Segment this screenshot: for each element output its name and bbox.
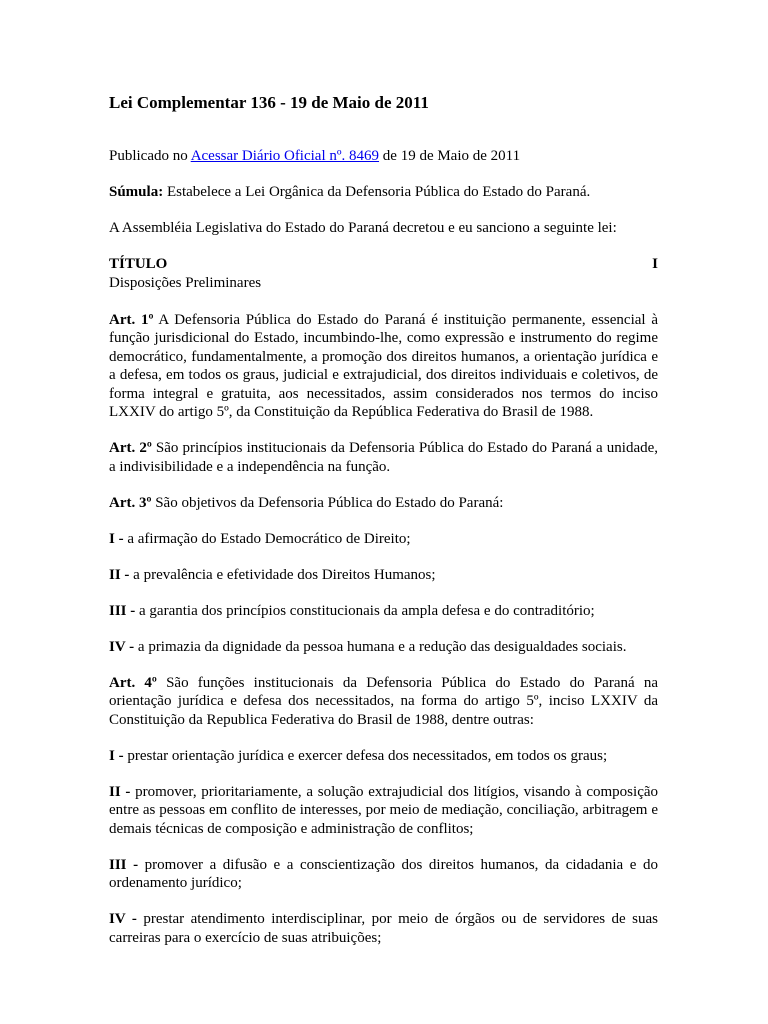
article-text: São funções institucionais da Defensoria Pública do Estado do Paraná na orientação jurídica e defesa dos necessitados, na forma do artigo 5º, inciso LXXIV da Constituição da Republica Federativa do Brasil de 1988, dentre outras: [109,674,658,728]
published-prefix: Publicado no [109,148,188,164]
item-text: a prevalência e efetividade dos Direitos Humanos; [133,566,436,583]
intro-paragraph: A Assembléia Legislativa do Estado do Paraná decretou e eu sanciono a seguinte lei: [109,220,617,236]
list-item [109,856,658,893]
item-number: IV - [109,638,135,655]
titulo-word: TÍTULO [109,256,168,272]
page-title: Lei Complementar 136 - 19 de Maio de 2011 [109,93,429,112]
article-label: Art. 1º [109,311,154,328]
article-2 [109,439,658,476]
item-text: a garantia dos princípios constitucionais da ampla defesa e do contraditório; [139,602,595,619]
list-item [109,783,658,839]
published-line [109,147,658,166]
article-4 [109,674,658,730]
article-1 [109,311,658,422]
item-number: IV - [109,911,137,927]
article-text: São objetivos da Defensoria Pública do Estado do Paraná: [155,494,504,511]
item-text: prestar atendimento interdisciplinar, por meio de órgãos ou de servidores de suas carreiras para o exercício de suas atribuições; [109,911,658,946]
sumula-label: Súmula: [109,184,164,200]
list-item [109,530,658,549]
titulo-heading [109,255,658,292]
list-item [109,566,658,585]
article-3 [109,494,658,513]
article-label: Art. 3º [109,494,152,511]
item-text: prestar orientação jurídica e exercer defesa dos necessitados, em todos os graus; [127,747,608,764]
item-number: I - [109,530,124,547]
sumula-paragraph [109,183,658,202]
item-number: II - [109,566,130,583]
item-text: promover a difusão e a conscientização dos direitos humanos, da cidadania e do ordenamento jurídico; [109,856,658,891]
diario-oficial-link[interactable]: Acessar Diário Oficial nº. 8469 [190,148,380,164]
article-text: A Defensoria Pública do Estado do Paraná é instituição permanente, essencial à função jurisdicional do Estado, incumbindo-lhe, como expressão e instrumento do regime democrático, fundamentalmente, a promoção dos direitos humanos, a orientação jurídica e a defesa, em todos os graus, judicial e extrajudicial, dos direitos individuais e coletivos, de forma integral e gratuita, aos necessitados, assim considerados nos termos do inciso LXXIV do artigo 5º, da Constituição da República Federativa do Brasil de 1988. [109,311,659,420]
item-text: a afirmação do Estado Democrático de Direito; [127,530,411,547]
article-label: Art. 4º [109,674,157,691]
article-text: São princípios institucionais da Defensoria Pública do Estado do Paraná a unidade, a indivisibilidade e a independência na função. [109,440,659,475]
item-number: III - [109,602,136,619]
item-number: III - [109,856,139,873]
article-label: Art. 2º [109,440,152,456]
list-item [109,747,658,766]
titulo-number: I [652,256,658,272]
list-item [109,910,658,947]
published-suffix: de 19 de Maio de 2011 [382,148,521,164]
list-item [109,638,658,657]
item-text: a primazia da dignidade da pessoa humana e a redução das desigualdades sociais. [137,638,627,655]
sumula-text: Estabelece a Lei Orgânica da Defensoria Pública do Estado do Paraná. [166,184,591,200]
item-number: II - [109,783,131,800]
item-text: promover, prioritariamente, a solução extrajudicial dos litígios, visando à composição entre as pessoas em conflito de interesses, por meio de mediação, conciliação, arbitragem e demais técnicas de composição e administração de conflitos; [109,783,659,837]
list-item [109,602,658,621]
item-number: I - [109,747,124,764]
titulo-subtitle: Disposições Preliminares [109,274,262,291]
